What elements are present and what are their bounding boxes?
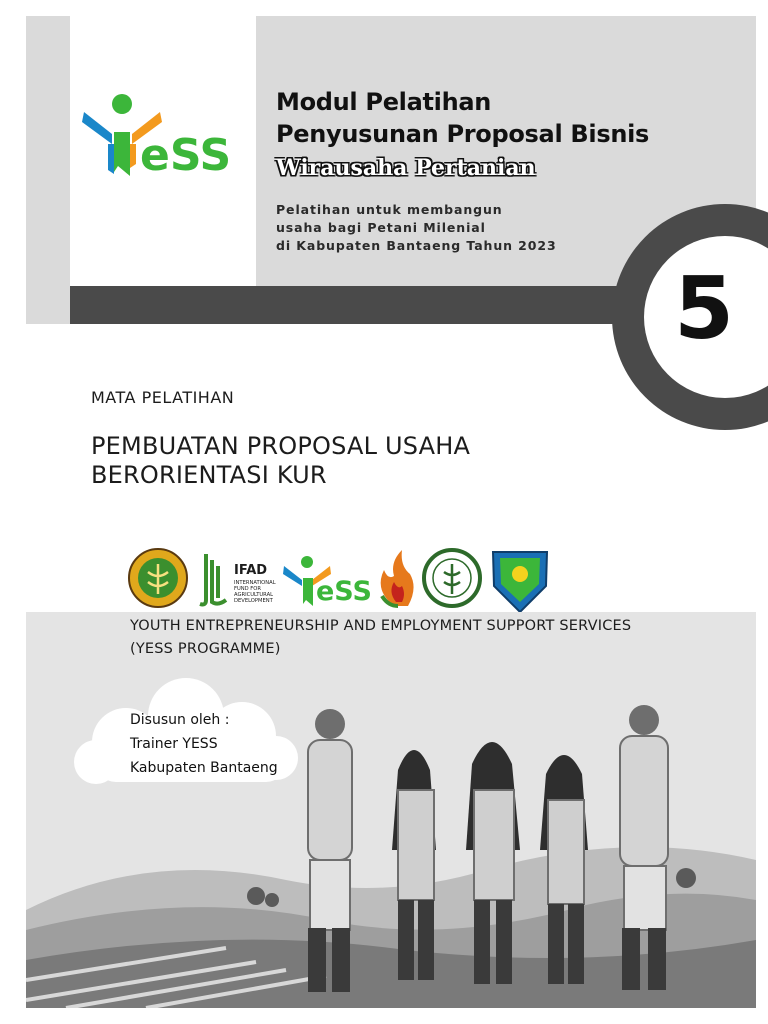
kementan-seal-icon — [129, 549, 187, 607]
module-title-line1: Modul Pelatihan — [276, 88, 492, 116]
author-label: Disusun oleh : — [130, 712, 230, 728]
programme-name-line1: YOUTH ENTREPRENEURSHIP AND EMPLOYMENT SUPPORT SERVICES — [130, 618, 632, 634]
polbangtan-seal-icon — [424, 550, 480, 606]
ifad-name: IFAD — [234, 563, 268, 578]
svg-text:eSS: eSS — [316, 576, 372, 607]
programme-name-line2: (YESS PROGRAMME) — [130, 641, 281, 657]
course-label: MATA PELATIHAN — [91, 388, 235, 407]
course-title-line2: BERORIENTASI KUR — [91, 461, 327, 489]
module-subtitle-line1: Pelatihan untuk membangun — [276, 202, 503, 217]
svg-text:INTERNATIONAL: INTERNATIONAL — [234, 580, 276, 586]
course-title-line1: PEMBUATAN PROPOSAL USAHA — [91, 432, 471, 460]
partner-logos — [126, 540, 556, 616]
author-name: Trainer YESS — [130, 736, 218, 752]
header-left-band — [26, 16, 70, 324]
svg-text:AGRICULTURAL: AGRICULTURAL — [234, 592, 274, 598]
yess-small-logo — [283, 556, 372, 607]
module-title-line3: Wirausaha Pertanian — [276, 155, 536, 181]
yess-logo — [78, 92, 238, 182]
module-number: 5 — [674, 259, 734, 359]
author-region: Kabupaten Bantaeng — [130, 760, 278, 776]
module-subtitle-line2: usaha bagi Petani Milenial — [276, 220, 486, 235]
header-dark-bar — [70, 286, 690, 324]
module-title-line2: Penyusunan Proposal Bisnis — [276, 120, 650, 148]
ifad-logo — [200, 554, 276, 605]
module-subtitle-line3: di Kabupaten Bantaeng Tahun 2023 — [276, 238, 557, 253]
bantaeng-shield-icon — [493, 552, 547, 612]
svg-text:FUND FOR: FUND FOR — [234, 586, 261, 592]
svg-text:DEVELOPMENT: DEVELOPMENT — [234, 598, 273, 604]
flame-logo-icon — [381, 550, 414, 606]
yess-logo-text: eSS — [140, 130, 232, 181]
